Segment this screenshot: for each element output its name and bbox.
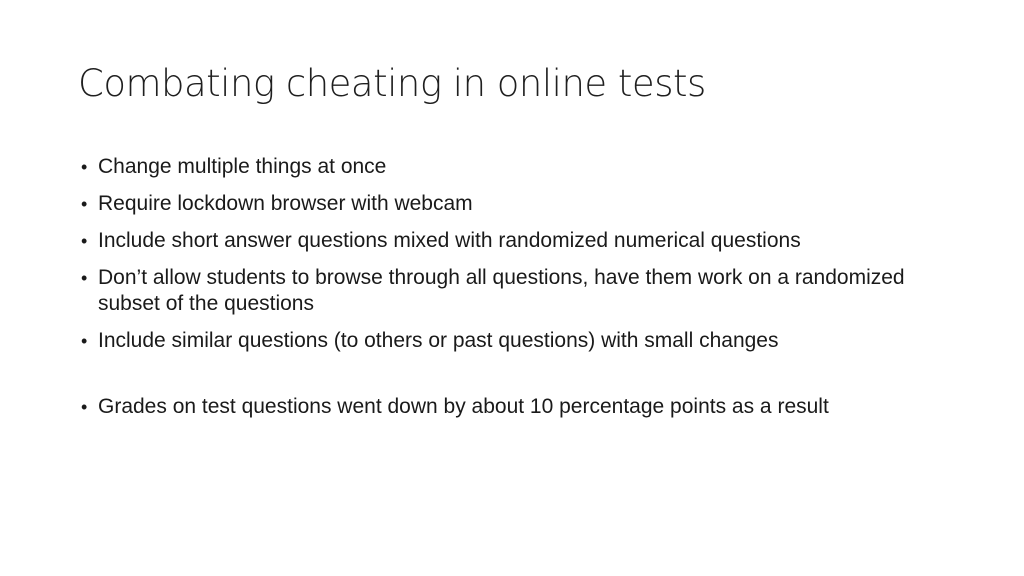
bullet-item (78, 228, 958, 254)
bullet-icon: • (81, 331, 88, 351)
bullet-text: Change multiple things at once (98, 155, 387, 178)
bullet-text: Include short answer questions mixed with randomized numerical questions (98, 229, 801, 252)
bullet-icon: • (81, 194, 88, 214)
bullet-item (78, 328, 958, 354)
bullet-text: Grades on test questions went down by about 10 percentage points as a result (98, 395, 829, 418)
bullet-item (78, 394, 958, 420)
slide-title: Combating cheating in online tests (78, 62, 706, 105)
bullet-item (78, 191, 958, 217)
bullet-icon: • (81, 397, 88, 417)
bullet-list (78, 154, 958, 431)
bullet-item (78, 265, 958, 317)
bullet-icon: • (81, 268, 88, 288)
bullet-item (78, 154, 958, 180)
bullet-text: Don’t allow students to browse through all questions, have them work on a randomized subset of the questions (98, 266, 905, 315)
bullet-text: Include similar questions (to others or past questions) with small changes (98, 329, 779, 352)
bullet-icon: • (81, 157, 88, 177)
bullet-icon: • (81, 231, 88, 251)
bullet-text: Require lockdown browser with webcam (98, 192, 473, 215)
